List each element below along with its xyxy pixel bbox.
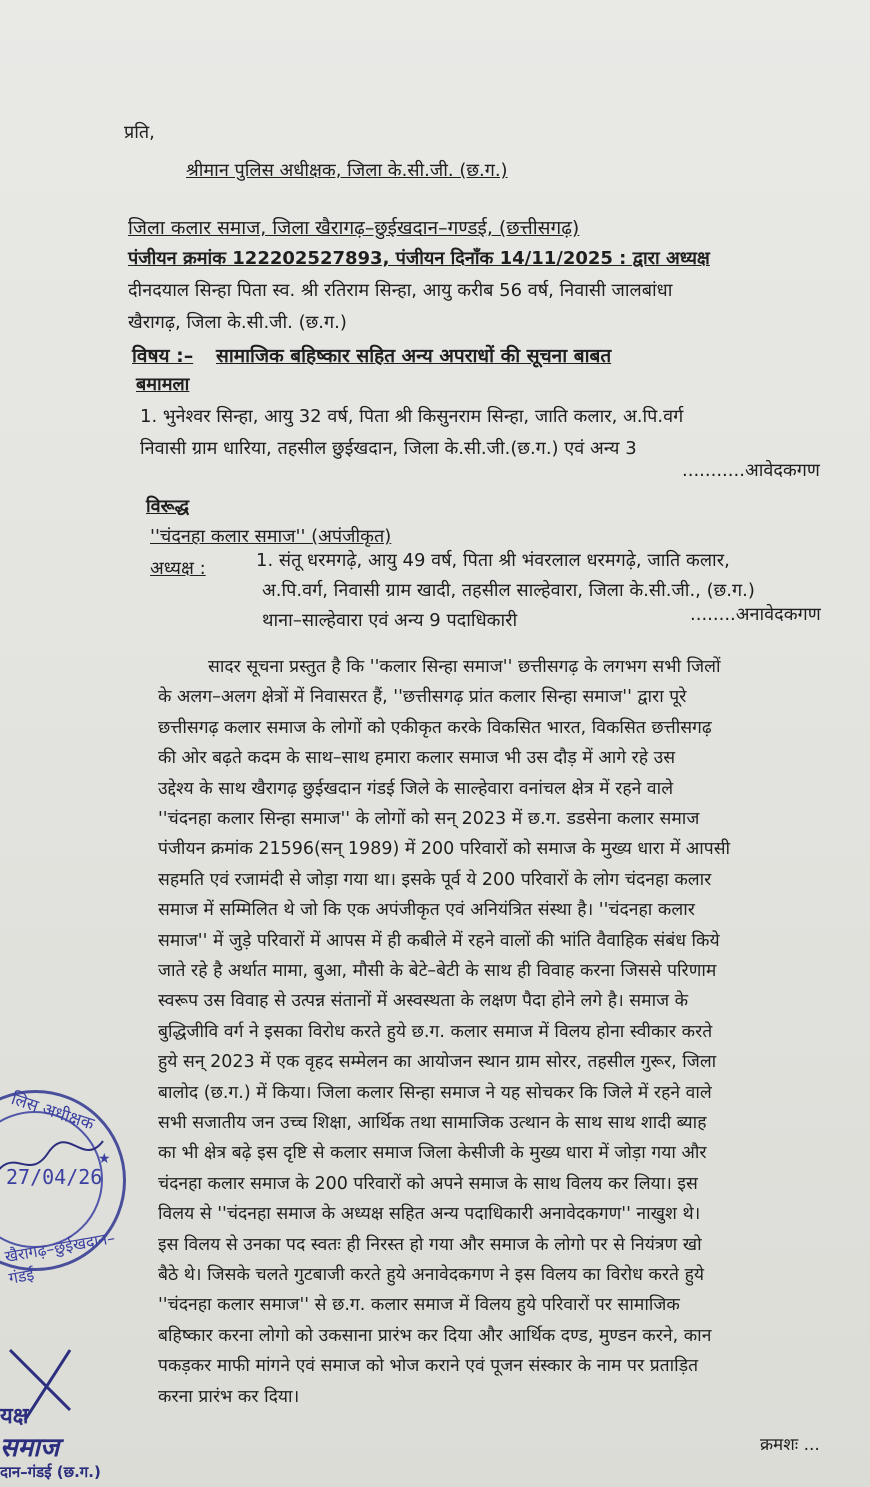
applicant-line-3: दीनदयाल सिन्हा पिता स्व. श्री रतिराम सिन्हा, आयु करीब 56 वर्ष, निवासी जालबांधा [128,280,673,301]
body-line: समाज में सम्मिलित थे जो कि एक अपंजीकृत एवं अनियंत्रित संस्था है। ''चंदनहा कलार [158,900,695,921]
body-line: उद्देश्य के साथ खैरागढ़ छुईखदान गंडई जिले के साल्हेवारा वनांचल क्षेत्र में रहने वाले [158,778,674,799]
subject-label: विषय :– [132,345,194,367]
stamp-signature-scribble [0,1133,108,1193]
body-line: इस विलय से उनका पद स्वतः ही निरस्त हो गया और समाज के लोगो पर से नियंत्रण खो [158,1234,702,1255]
respondent-line-2: अ.पि.वर्ग, निवासी ग्राम खादी, तहसील साल्हेवारा, जिला के.सी.जी., (छ.ग.) [262,580,755,601]
applicant-line-4: खैरागढ़, जिला के.सी.जी. (छ.ग.) [128,312,347,333]
signature-title: यक्ष [0,1404,29,1429]
body-line: विलय से ''चंदनहा समाज के अध्यक्ष सहित अन्य पदाधिकारी अनावेदकगण'' नाखुश थे। [158,1204,701,1225]
stamp-date: 27/04/26 [6,1165,103,1189]
body-line: सभी सजातीय जन उच्च शिक्षा, आर्थिक तथा सामाजिक उत्थान के साथ साथ शादी ब्याह [158,1113,707,1133]
signature-org: समाज [0,1433,60,1463]
body-line: पकड़कर माफी मांगने एवं समाज को भोज कराने एवं पूजन संस्कार के नाम पर प्रताड़ित [158,1356,699,1377]
body-line: पंजीयन क्रमांक 21596(सन् 1989) में 200 परिवारों को समाज के मुख्य धारा में आपसी [158,839,731,860]
body-line: ''चंदनहा कलार सिन्हा समाज'' के लोगों को सन् 2023 में छ.ग. डडसेना कलार समाज [158,809,700,829]
body-line: बुद्धिजीवि वर्ग ने इसका विरोध करते हुये छ.ग. कलार समाज में विलय होना स्वीकार करते [158,1021,713,1042]
body-line: की ओर बढ़ते कदम के साथ–साथ हमारा कलार समाज भी उस दौड़ में आगे रहे उस [158,748,676,769]
body-line: के अलग–अलग क्षेत्रों में निवासरत हैं, ''छत्तीसगढ़ प्रांत कलार सिन्हा समाज'' द्वारा पूरे [158,687,687,708]
respondents-role: ........अनावेदकगण [690,604,821,625]
viruddh-heading: विरूद्ध [146,496,190,517]
body-line: बहिष्कार करना लोगो को उकसाना प्रारंभ कर दिया और आर्थिक दण्ड, मुण्डन करने, कान [158,1325,712,1346]
respondent-line-1: 1. संतू धरमगढ़े, आयु 49 वर्ष, पिता श्री भंवरलाल धरमगढ़े, जाति कलार, [256,550,730,571]
salutation-prati: प्रति, [124,122,155,143]
respondent-org: ''चंदनहा कलार समाज'' (अपंजीकृत) [150,526,392,547]
body-line: करना प्रारंभ कर दिया। [158,1386,300,1407]
official-stamp [0,1089,126,1288]
respondent-label: अध्यक्ष : [150,558,206,579]
bamamla-heading: बमामला [136,374,190,395]
bamamla-line-2: निवासी ग्राम धारिया, तहसील छुईखदान, जिला के.सी.जी.(छ.ग.) एवं अन्य 3 [140,438,637,459]
body-line: बैठे थे। जिसके चलते गुटबाजी करते हुये अनावेदकगण ने इस विलय का विरोध करते हुये [158,1265,705,1285]
applicant-line-2: पंजीयन क्रमांक 122202527893, पंजीयन दिनाँक 14/11/2025 : द्वारा अध्यक्ष [128,248,710,269]
body-line: चंदनहा कलार समाज के 200 परिवारों को अपने समाज के साथ विलय कर लिया। इस [158,1173,698,1194]
continued-marker: क्रमशः ... [760,1435,820,1455]
body-line: हुये सन् 2023 में एक वृहद सम्मेलन का आयोजन स्थान ग्राम सोरर, तहसील गुरूर, जिला [158,1052,717,1073]
body-line: सादर सूचना प्रस्तुत है कि ''कलार सिन्हा समाज'' छत्तीसगढ़ के लगभग सभी जिलों [208,657,721,677]
body-line: जाते रहे है अर्थात मामा, बुआ, मौसी के बेटे–बेटी के साथ ही विवाह करना जिससे परिणाम [158,961,717,981]
stamp-bottom-text: खैरागढ़–छुईखदान–गंडई [3,1228,117,1288]
stamp-star-icon: ★ [98,1151,111,1167]
body-line: बालोद (छ.ग.) में किया। जिला कलार सिन्हा समाज ने यह सोचकर कि जिले में रहने वाले [158,1082,712,1103]
addressee: श्रीमान पुलिस अधीक्षक, जिला के.सी.जी. (छ.ग.) [186,160,508,181]
body-line: का भी क्षेत्र बढ़े इस दृष्टि से कलार समाज जिला केसीजी के मुख्य धारा में जोड़ा गया और [158,1143,707,1164]
body-line: ''चंदनहा कलार समाज'' से छ.ग. कलार समाज में विलय हुये परिवारों पर सामाजिक [158,1295,680,1316]
bamamla-line-1: 1. भुनेश्वर सिन्हा, आयु 32 वर्ष, पिता श्री किसुनराम सिन्हा, जाति कलार, अ.पि.वर्ग [140,406,684,427]
applicant-line-1: जिला कलार समाज, जिला खैरागढ़–छुईखदान–गण्डई, (छत्तीसगढ़) [128,217,580,239]
signature-place: दान–गंडई (छ.ग.) [0,1463,101,1481]
body-line: सहमति एवं रजामंदी से जोड़ा गया था। इसके पूर्व ये 200 परिवारों के लोग चंदनहा कलार [158,869,712,890]
stamp-top-text: लिस अधीक्षक [8,1089,97,1135]
body-line: छत्तीसगढ़ कलार समाज के लोगों को एकीकृत करके विकसित भारत, विकसित छत्तीसगढ़ [158,717,712,738]
body-line: स्वरूप उस विवाह से उत्पन्न संतानों में अस्वस्थता के लक्षण पैदा होने लगे है। समाज के [158,991,689,1012]
body-line: समाज'' में जुड़े परिवारों में आपस में ही कबीले में रहने वालों की भांति वैवाहिक संबंध किये [158,930,720,951]
respondent-line-3: थाना–साल्हेवारा एवं अन्य 9 पदाधिकारी [262,610,518,631]
subject-text: सामाजिक बहिष्कार सहित अन्य अपराधों की सूचना बाबत [216,345,612,367]
applicants-role: ...........आवेदकगण [682,460,820,481]
